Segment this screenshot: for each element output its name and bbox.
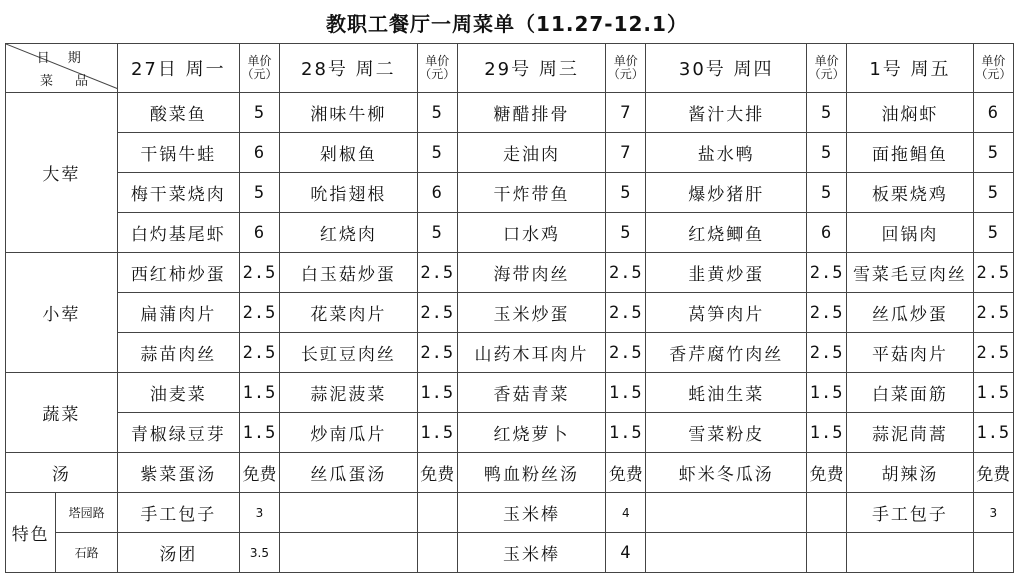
price-header-label: 单价 [814, 54, 839, 68]
dish-price: 7 [606, 133, 646, 173]
dish-name: 盐水鸭 [646, 133, 807, 173]
dish-name: 蒜苗肉丝 [117, 333, 239, 373]
dish-price: 1.5 [239, 413, 279, 453]
soup-price: 免费 [807, 453, 847, 493]
category-shucai: 蔬菜 [6, 373, 118, 453]
special-dish: 手工包子 [117, 493, 239, 533]
dish-price: 5 [973, 173, 1013, 213]
special-price [807, 493, 847, 533]
dish-price: 2.5 [973, 293, 1013, 333]
dish-name: 油焖虾 [847, 93, 973, 133]
dish-price: 5 [417, 213, 457, 253]
price-header [417, 44, 457, 93]
menu-row [6, 333, 1014, 373]
dish-name: 吮指翅根 [280, 173, 418, 213]
price-header [807, 44, 847, 93]
dish-name: 香菇青菜 [457, 373, 605, 413]
dish-name: 山药木耳肉片 [457, 333, 605, 373]
soup-price: 免费 [606, 453, 646, 493]
dish-name: 剁椒鱼 [280, 133, 418, 173]
dish-name: 韭黄炒蛋 [646, 253, 807, 293]
soup-name: 鸭血粉丝汤 [457, 453, 605, 493]
dish-price: 2.5 [417, 253, 457, 293]
dish-name: 酸菜鱼 [117, 93, 239, 133]
dish-price: 2.5 [807, 253, 847, 293]
price-header-unit: （元） [607, 67, 644, 81]
dish-price: 1.5 [606, 413, 646, 453]
dish-price: 1.5 [606, 373, 646, 413]
dish-price: 1.5 [417, 413, 457, 453]
dish-price: 5 [606, 173, 646, 213]
special-price: 3 [973, 493, 1013, 533]
dish-price: 1.5 [973, 373, 1013, 413]
special-dish [280, 493, 418, 533]
special-price: 3.5 [239, 533, 279, 573]
dish-price: 5 [807, 93, 847, 133]
menu-row [6, 373, 1014, 413]
dish-name: 红烧肉 [280, 213, 418, 253]
dish-name: 雪菜毛豆肉丝 [847, 253, 973, 293]
location-shilu: 石路 [56, 533, 117, 573]
price-header [239, 44, 279, 93]
dish-price: 1.5 [973, 413, 1013, 453]
special-row-shilu [6, 533, 1014, 573]
special-dish [847, 533, 973, 573]
dish-name: 莴笋肉片 [646, 293, 807, 333]
dish-price: 5 [807, 133, 847, 173]
dish-price: 2.5 [239, 293, 279, 333]
special-dish: 玉米棒 [457, 493, 605, 533]
special-dish: 玉米棒 [457, 533, 605, 573]
dish-name: 丝瓜炒蛋 [847, 293, 973, 333]
special-price: 3 [239, 493, 279, 533]
day-header: 28号 周二 [280, 44, 418, 93]
special-dish [646, 533, 807, 573]
dish-name: 湘味牛柳 [280, 93, 418, 133]
dish-name: 蒜泥茼蒿 [847, 413, 973, 453]
dish-price: 2.5 [973, 333, 1013, 373]
menu-row [6, 173, 1014, 213]
dish-price: 1.5 [417, 373, 457, 413]
menu-row [6, 213, 1014, 253]
dish-name: 红烧萝卜 [457, 413, 605, 453]
dish-price: 2.5 [606, 253, 646, 293]
day-header: 29号 周三 [457, 44, 605, 93]
dish-name: 香芹腐竹肉丝 [646, 333, 807, 373]
dish-price: 7 [606, 93, 646, 133]
special-price [807, 533, 847, 573]
dish-name: 面拖鲳鱼 [847, 133, 973, 173]
dish-name: 海带肉丝 [457, 253, 605, 293]
special-dish: 手工包子 [847, 493, 973, 533]
special-price: 4 [606, 493, 646, 533]
page-title: 教职工餐厅一周菜单（11.27-12.1） [326, 12, 688, 36]
dish-name: 平菇肉片 [847, 333, 973, 373]
special-dish [646, 493, 807, 533]
dish-price: 2.5 [417, 293, 457, 333]
corner-dish-label: 菜品 [40, 74, 111, 89]
special-price [417, 533, 457, 573]
soup-name: 胡辣汤 [847, 453, 973, 493]
corner-date-label: 日期 [36, 51, 99, 66]
dish-price: 1.5 [807, 373, 847, 413]
soup-price: 免费 [239, 453, 279, 493]
dish-price: 2.5 [973, 253, 1013, 293]
dish-price: 6 [239, 133, 279, 173]
dish-name: 扁蒲肉片 [117, 293, 239, 333]
dish-price: 2.5 [606, 333, 646, 373]
dish-name: 白菜面筋 [847, 373, 973, 413]
dish-price: 2.5 [239, 253, 279, 293]
dish-name: 回锅肉 [847, 213, 973, 253]
dish-price: 2.5 [606, 293, 646, 333]
day-header: 30号 周四 [646, 44, 807, 93]
weekly-menu-table [5, 43, 1014, 573]
category-tese: 特色 [6, 493, 56, 573]
dish-name: 炒南瓜片 [280, 413, 418, 453]
dish-price: 5 [807, 173, 847, 213]
dish-name: 板栗烧鸡 [847, 173, 973, 213]
dish-price: 6 [807, 213, 847, 253]
dish-price: 2.5 [417, 333, 457, 373]
dish-name: 酱汁大排 [646, 93, 807, 133]
dish-name: 口水鸡 [457, 213, 605, 253]
menu-row [6, 253, 1014, 293]
menu-row [6, 133, 1014, 173]
price-header [973, 44, 1013, 93]
dish-price: 2.5 [239, 333, 279, 373]
special-price [973, 533, 1013, 573]
category-xiaohun: 小荤 [6, 253, 118, 373]
dish-price: 1.5 [807, 413, 847, 453]
price-header-label: 单价 [613, 54, 638, 68]
day-header: 27日 周一 [117, 44, 239, 93]
menu-row [6, 413, 1014, 453]
corner-header [6, 44, 118, 93]
dish-price: 5 [973, 213, 1013, 253]
header-row [6, 44, 1014, 93]
special-price: 4 [606, 533, 646, 573]
location-tayuan: 塔园路 [56, 493, 117, 533]
dish-name: 玉米炒蛋 [457, 293, 605, 333]
day-header: 1号 周五 [847, 44, 973, 93]
dish-price: 1.5 [239, 373, 279, 413]
dish-name: 蚝油生菜 [646, 373, 807, 413]
dish-name: 红烧鲫鱼 [646, 213, 807, 253]
soup-price: 免费 [973, 453, 1013, 493]
dish-name: 糖醋排骨 [457, 93, 605, 133]
dish-name: 西红柿炒蛋 [117, 253, 239, 293]
dish-name: 雪菜粉皮 [646, 413, 807, 453]
menu-row [6, 93, 1014, 133]
price-header-unit: （元） [241, 67, 278, 81]
dish-price: 5 [417, 93, 457, 133]
soup-name: 丝瓜蛋汤 [280, 453, 418, 493]
dish-price: 6 [973, 93, 1013, 133]
dish-name: 花菜肉片 [280, 293, 418, 333]
dish-name: 长豇豆肉丝 [280, 333, 418, 373]
dish-price: 5 [239, 173, 279, 213]
special-row-tayuan [6, 493, 1014, 533]
dish-price: 6 [239, 213, 279, 253]
soup-price: 免费 [417, 453, 457, 493]
dish-name: 干炸带鱼 [457, 173, 605, 213]
special-dish: 汤团 [117, 533, 239, 573]
price-header-unit: （元） [808, 67, 845, 81]
dish-price: 5 [239, 93, 279, 133]
dish-name: 白灼基尾虾 [117, 213, 239, 253]
dish-name: 干锅牛蛙 [117, 133, 239, 173]
special-dish [280, 533, 418, 573]
dish-name: 蒜泥菠菜 [280, 373, 418, 413]
dish-price: 5 [417, 133, 457, 173]
dish-name: 油麦菜 [117, 373, 239, 413]
dish-name: 梅干菜烧肉 [117, 173, 239, 213]
dish-name: 青椒绿豆芽 [117, 413, 239, 453]
price-header-label: 单价 [981, 54, 1006, 68]
dish-price: 6 [417, 173, 457, 213]
dish-name: 白玉菇炒蛋 [280, 253, 418, 293]
price-header-label: 单价 [247, 54, 272, 68]
dish-price: 5 [606, 213, 646, 253]
dish-name: 走油肉 [457, 133, 605, 173]
price-header [606, 44, 646, 93]
special-price [417, 493, 457, 533]
dish-price: 2.5 [807, 333, 847, 373]
price-header-unit: （元） [419, 67, 456, 81]
dish-name: 爆炒猪肝 [646, 173, 807, 213]
soup-name: 虾米冬瓜汤 [646, 453, 807, 493]
dish-price: 2.5 [807, 293, 847, 333]
category-tang: 汤 [6, 453, 118, 493]
soup-name: 紫菜蛋汤 [117, 453, 239, 493]
price-header-unit: （元） [975, 67, 1012, 81]
category-dahun: 大荤 [6, 93, 118, 253]
dish-price: 5 [973, 133, 1013, 173]
price-header-label: 单价 [425, 54, 450, 68]
soup-row [6, 453, 1014, 493]
menu-row [6, 293, 1014, 333]
